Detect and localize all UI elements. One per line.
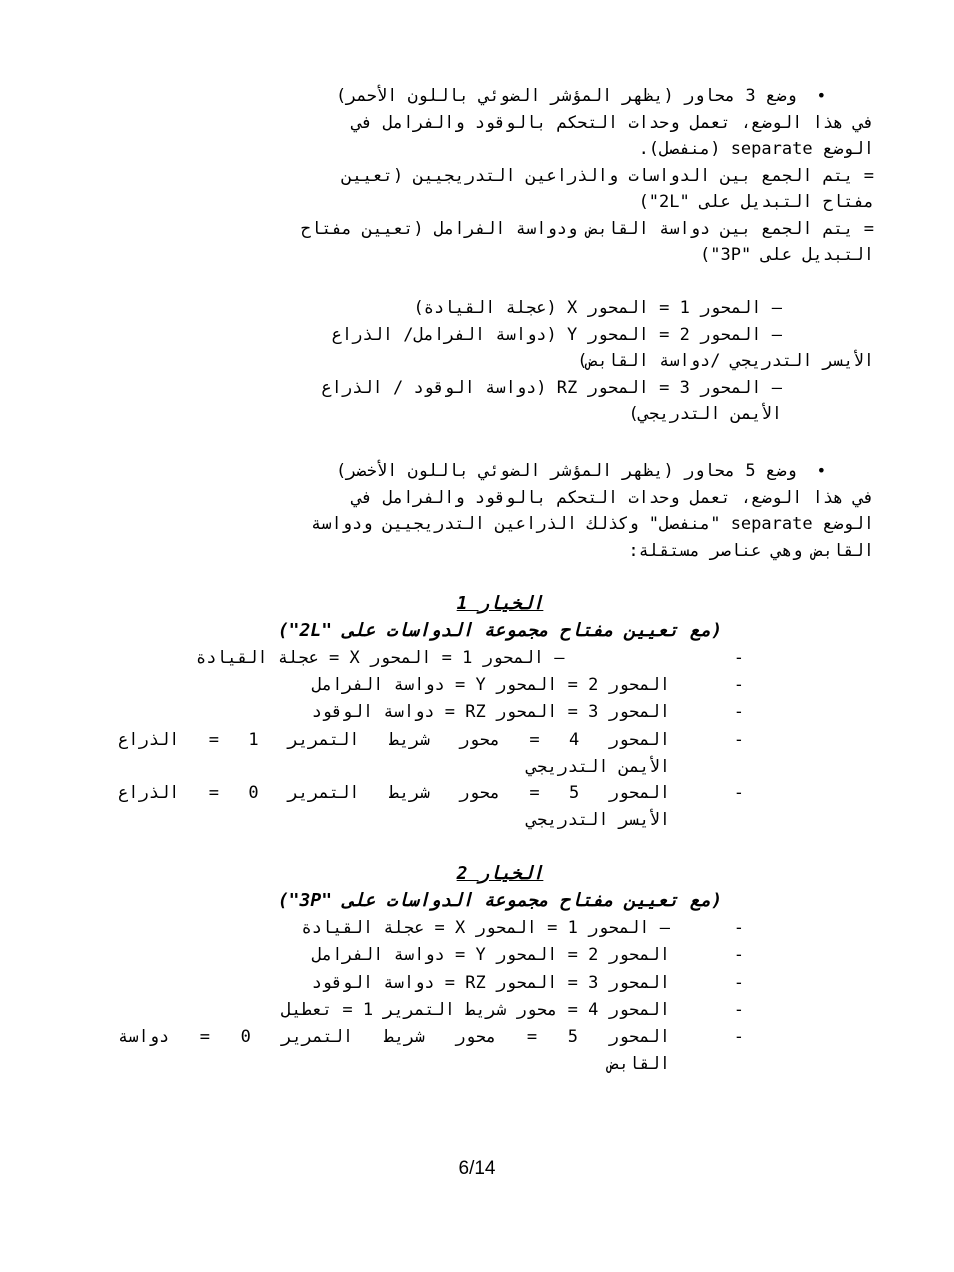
option1-title <box>200 590 800 617</box>
axes3-item3: – المحور 3 = المحور RZ (دواسة الوقود / الذراع <box>321 377 782 398</box>
option2-item-text: المحور 5 = محور شريط التمرير 0 = دواسة <box>118 1027 670 1047</box>
axes3-list <box>118 295 874 428</box>
mode3-paragraph <box>118 83 874 269</box>
mode3-line4: = يتم الجمع بين الدواسات والذراعين التدريجيين (تعيين <box>341 165 874 186</box>
mode5-line2: في هذا الوضع، تعمل وحدات التحكم بالوقود والفرامل في <box>352 487 874 508</box>
list-dash: - <box>733 1000 744 1020</box>
axes3-item3-cont: الأيمن التدريجي) <box>628 404 782 424</box>
axes3-item1: – المحور 1 = المحور X (عجلة القيادة) <box>413 298 782 318</box>
option2-item <box>118 942 744 969</box>
option1-subtitle: (مع تعيين مفتاح مجموعة الدواسات على "2L") <box>277 620 723 641</box>
list-dash: - <box>733 702 744 722</box>
option2-subtitle: (مع تعيين مفتاح مجموعة الدواسات على "3P") <box>277 890 723 911</box>
mode5-paragraph <box>118 458 874 564</box>
option2-title <box>200 860 800 887</box>
list-dash: - <box>733 973 744 993</box>
mode3-line5: مفتاح التبديل على "2L") <box>638 192 874 212</box>
mode5-line4: القابض وهي عناصر مستقلة: <box>628 540 874 561</box>
list-dash: - <box>733 1027 744 1047</box>
mode3-line6: = يتم الجمع بين دواسة القابض ودواسة الفرامل (تعيين مفتاح <box>300 218 874 239</box>
option1-item <box>118 780 744 833</box>
option1-item-text: المحور 3 = المحور RZ = دواسة الوقود <box>311 702 670 722</box>
option1-item-text-cont: الأيسر التدريجي <box>526 809 670 830</box>
list-dash: - <box>733 648 744 668</box>
option2-item-text-cont: القابض <box>608 1053 670 1074</box>
option2-item <box>118 915 744 942</box>
page-number: 6/14 <box>458 1158 496 1179</box>
bullet-icon: • <box>816 86 826 105</box>
option2-item <box>118 997 744 1024</box>
list-dash: - <box>733 918 744 938</box>
option2-item-text: المحور 2 = المحور Y = دواسة الفرامل <box>311 945 670 965</box>
option2-item-text: المحور 4 = محور شريط التمرير 1 = تعطيل <box>281 1000 670 1020</box>
option2-item-text: المحور 3 = المحور RZ = دواسة الوقود <box>311 973 670 993</box>
option2-item <box>118 1024 744 1077</box>
option2-title-text: الخيار 2 <box>456 863 544 884</box>
option1-item-text-cont: الأيمن التدريجي <box>526 756 670 777</box>
mode3-line3: الوضع separate (منفصل). <box>638 139 874 159</box>
option1-item-text: المحور 5 = محور شريط التمرير 0 = الذراع <box>118 783 670 803</box>
mode3-line2: في هذا الوضع، تعمل وحدات التحكم بالوقود والفرامل في <box>352 112 874 133</box>
option1-item <box>118 699 744 726</box>
option1-title-text: الخيار 1 <box>456 593 544 614</box>
axes3-item2-cont: الأيسر التدريجي /دواسة القابض) <box>577 351 874 371</box>
bullet-icon: • <box>816 461 826 480</box>
list-dash: - <box>733 730 744 750</box>
mode3-heading-line <box>118 83 874 110</box>
option1-item <box>118 672 744 699</box>
mode5-heading-line <box>118 458 874 485</box>
option2-item-text: – المحور 1 = المحور X = عجلة القيادة <box>301 918 670 938</box>
option1-item <box>118 727 744 780</box>
option1-item-text: – المحور 1 = المحور X = عجلة القيادة <box>196 648 565 668</box>
axes3-item2: – المحور 2 = المحور Y (دواسة الفرامل/ الذراع <box>331 324 782 345</box>
option1-item-text: المحور 2 = المحور Y = دواسة الفرامل <box>311 675 670 695</box>
mode5-line3: الوضع separate "منفصل" وكذلك الذراعين التدريجيين ودواسة <box>311 514 874 534</box>
option2-item <box>118 970 744 997</box>
option1-item <box>118 645 744 672</box>
mode3-line1: وضع 3 محاور (يظهر المؤشر الضوئي باللون الأحمر) <box>335 86 797 106</box>
list-dash: - <box>733 783 744 803</box>
option1-item-text: المحور 4 = محور شريط التمرير 1 = الذراع <box>118 730 670 750</box>
list-dash: - <box>733 945 744 965</box>
mode5-line1: وضع 5 محاور (يظهر المؤشر الضوئي باللون الأخضر) <box>335 461 797 481</box>
mode3-line7: التبديل على "3P") <box>699 245 874 265</box>
list-dash: - <box>733 675 744 695</box>
